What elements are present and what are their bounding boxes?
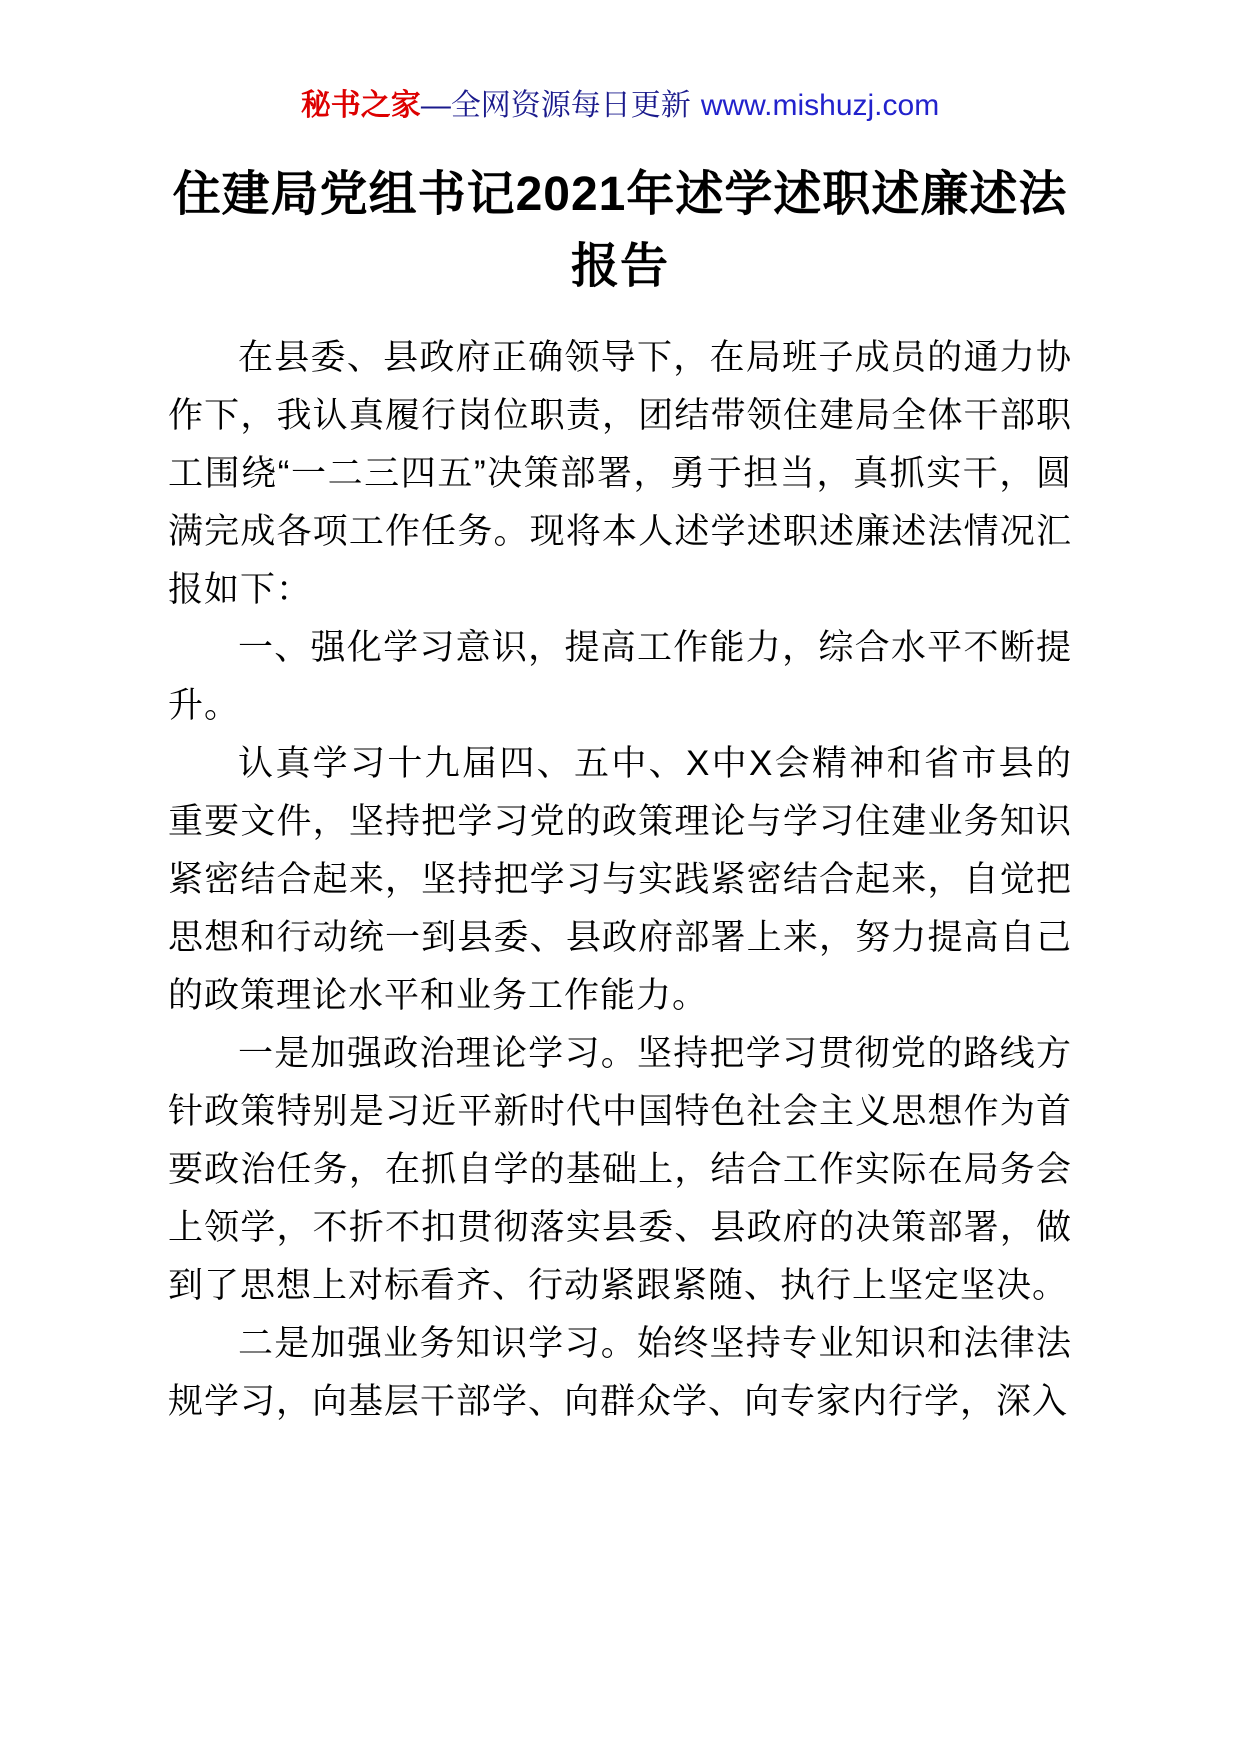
- paragraph-section-heading: 一、强化学习意识，提高工作能力，综合水平不断提升。: [168, 628, 1072, 725]
- paragraph-intro: 在县委、县政府正确领导下，在局班子成员的通力协作下，我认真履行岗位职责，团结带领住建局全体干部职工围绕“一二三四五”决策部署，勇于担当，真抓实干，圆满完成各项工作任务。现将本人述学述职述廉述法情况汇报如下：: [168, 338, 1072, 609]
- document-title: 住建局党组书记2021年述学述职述廉述法报告: [172, 168, 1068, 293]
- site-tagline: —全网资源每日更新: [420, 89, 691, 122]
- paragraph-political-theory: 一是加强政治理论学习。坚持把学习贯彻党的路线方针政策特别是习近平新时代中国特色社会主义思想作为首要政治任务，在抓自学的基础上，结合工作实际在局务会上领学，不折不扣贯彻落实县委、县政府的决策部署，做到了思想上对标看齐、行动紧跟紧随、执行上坚定坚决。: [168, 1034, 1072, 1305]
- paragraph-study-overview: 认真学习十九届四、五中、X中X会精神和省市县的重要文件，坚持把学习党的政策理论与学习住建业务知识紧密结合起来，坚持把学习与实践紧密结合起来，自觉把思想和行动统一到县委、县政府部署上来，努力提高自己的政策理论水平和业务工作能力。: [168, 744, 1072, 1015]
- site-name: 秘书之家: [300, 89, 421, 122]
- paragraph-business-knowledge: 二是加强业务知识学习。始终坚持专业知识和法律法规学习，向基层干部学、向群众学、向专家内行学，深入: [168, 1324, 1072, 1421]
- document-body: [168, 329, 1072, 1431]
- header-banner: [168, 85, 1072, 127]
- site-url[interactable]: www.mishuzj.com: [700, 89, 940, 122]
